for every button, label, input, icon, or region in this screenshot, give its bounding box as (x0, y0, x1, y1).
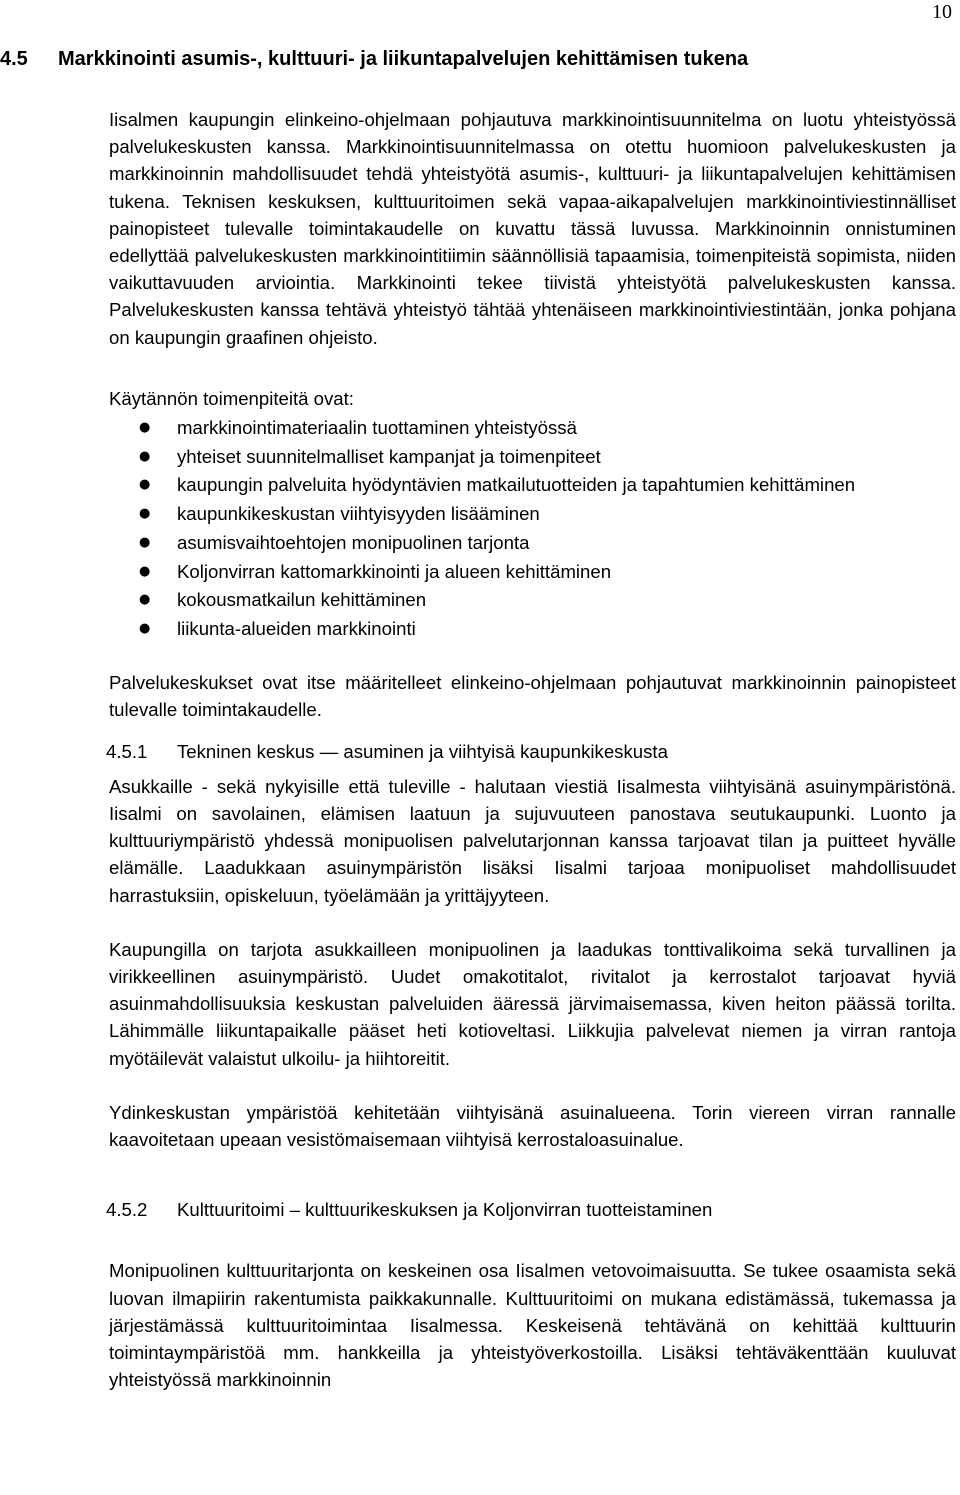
bullet-icon: ● (139, 534, 151, 550)
subsection-heading (106, 738, 956, 765)
list-item: ● yhteiset suunnitelmalliset kampanjat ja toimenpiteet (0, 443, 956, 470)
bullet-icon: ● (139, 620, 151, 636)
bullet-icon: ● (139, 477, 151, 493)
intro-paragraph: Iisalmen kaupungin elinkeino-ohjelmaan pohjautuva markkinointisuunnitelma on luotu yhteistyössä palvelukeskusten kanssa. Markkinointisuunnitelmassa on otettu huomioon palvelukeskusten ja markkinoinnin mahdollisuudet tehdä yhteistyötä asumis-, kulttuuri- ja liikuntapalvelujen kehittämisen tukena. Teknisen keskuksen, kulttuuritoimen sekä vapaa-aikapalvelujen markkinointiviestinnälliset painopisteet tulevalle toimintakaudelle on kuvattu tässä luvussa. Markkinoinnin onnistuminen edellyttää palvelukeskusten markkinointitiimin säännöllisiä tapaamisia, toimenpiteistä sopimista, niiden vaikuttavuuden arviointia. Markkinointi tekee tiivistä yhteistyötä palvelukeskusten kanssa. Palvelukeskusten kanssa tehtävä yhteistyö tähtää yhtenäiseen markkinointiviestintään, jonka pohjana on kaupungin graafinen ohjeisto. (109, 109, 956, 348)
list-item: ● kokousmatkailun kehittäminen (0, 586, 956, 613)
list-item: ● kaupunkikeskustan viihtyisyyden lisääminen (0, 500, 956, 527)
actions-list (109, 414, 956, 642)
body-paragraph: Asukkaille - sekä nykyisille että tuleville - halutaan viestiä Iisalmesta viihtyisänä asuinympäristönä. Iisalmi on savolainen, elämisen laatuun ja sujuvuuteen panostava seutukaupunki. Luonto ja kulttuuriympäristö yhdessä monipuolisen palvelutarjonnan kanssa tarjoavat tilan ja puitteet hyvälle elämälle. Laadukkaan asuinympäristön lisäksi Iisalmi tarjoaa monipuoliset mahdollisuudet harrastuksiin, opiskeluun, työelämään ja yrittäjyyteen. (109, 775, 956, 906)
list-item: ● Koljonvirran kattomarkkinointi ja alueen kehittäminen (0, 558, 956, 585)
page-number: 10 (932, 1, 952, 23)
subsection-title: Tekninen keskus — asuminen ja viihtyisä kaupunkikeskusta (177, 740, 668, 762)
priorities-paragraph: Palvelukeskukset ovat itse määritelleet elinkeino-ohjelmaan pohjautuvat markkinoinnin painopisteet tulevalle toimintakaudelle. (109, 672, 956, 721)
list-item: ● asumisvaihtoehtojen monipuolinen tarjonta (0, 529, 956, 556)
bullet-icon: ● (139, 448, 151, 464)
subsection-title: Kulttuuritoimi – kulttuurikeskuksen ja Koljonvirran tuotteistaminen (177, 1199, 713, 1221)
subsection-heading (106, 1196, 956, 1223)
body-paragraph: Kaupungilla on tarjota asukkailleen monipuolinen ja laadukas tonttivalikoima sekä turvallinen ja virikkeellinen asuinympäristö. Uudet omakotitalot, rivitalot ja kerrostalot tarjoavat hyviä asuinmahdollisuuksia keskustan palveluiden ääressä järvimaisemassa, kiven heiton päässä torilta. Lähimmälle liikuntapaikalle pääset heti kotioveltasi. Liikkujia palvelevat niemen ja virran rantoja myötäilevät valaistut ulkoilu- ja hiihtoreitit. (109, 938, 956, 1069)
bullet-icon: ● (139, 592, 151, 608)
document-body (106, 106, 956, 1393)
section-title: Markkinointi asumis-, kulttuuri- ja liikuntapalvelujen kehittämisen tukena (58, 48, 749, 70)
subsection-number: 4.5.2 (106, 1199, 148, 1221)
subsection-number: 4.5.1 (106, 740, 148, 762)
bullet-icon: ● (139, 420, 151, 436)
bullet-icon: ● (139, 506, 151, 522)
list-item: ● liikunta-alueiden markkinointi (0, 615, 956, 642)
section-number: 4.5 (0, 48, 28, 70)
bullet-icon: ● (139, 563, 151, 579)
list-item: ● markkinointimateriaalin tuottaminen yhteistyössä (0, 414, 956, 441)
actions-lead: Käytännön toimenpiteitä ovat: (109, 387, 354, 409)
body-paragraph: Monipuolinen kulttuuritarjonta on keskeinen osa Iisalmen vetovoimaisuutta. Se tukee osaamista sekä luovan ilmapiirin rakentumista paikkakunnalle. Kulttuuritoimi on mukana edistämässä, tukemassa ja järjestämässä kulttuuritoimintaa Iisalmessa. Keskeisenä tehtävänä on kehittää kulttuurin toimintaympäristöä mm. hankkeilla ja yhteistyöverkostoilla. Lisäksi tehtäväkenttään kuuluvat yhteistyössä markkinoinnin (109, 1260, 956, 1391)
list-item: ● kaupungin palveluita hyödyntävien matkailutuotteiden ja tapahtumien kehittäminen (0, 471, 956, 498)
body-paragraph: Ydinkeskustan ympäristöä kehitetään viihtyisänä asuinalueena. Torin viereen virran rannalle kaavoitetaan upeaan vesistömaisemaan viihtyisä kerrostaloasuinalue. (109, 1101, 956, 1150)
section-heading (0, 44, 748, 74)
